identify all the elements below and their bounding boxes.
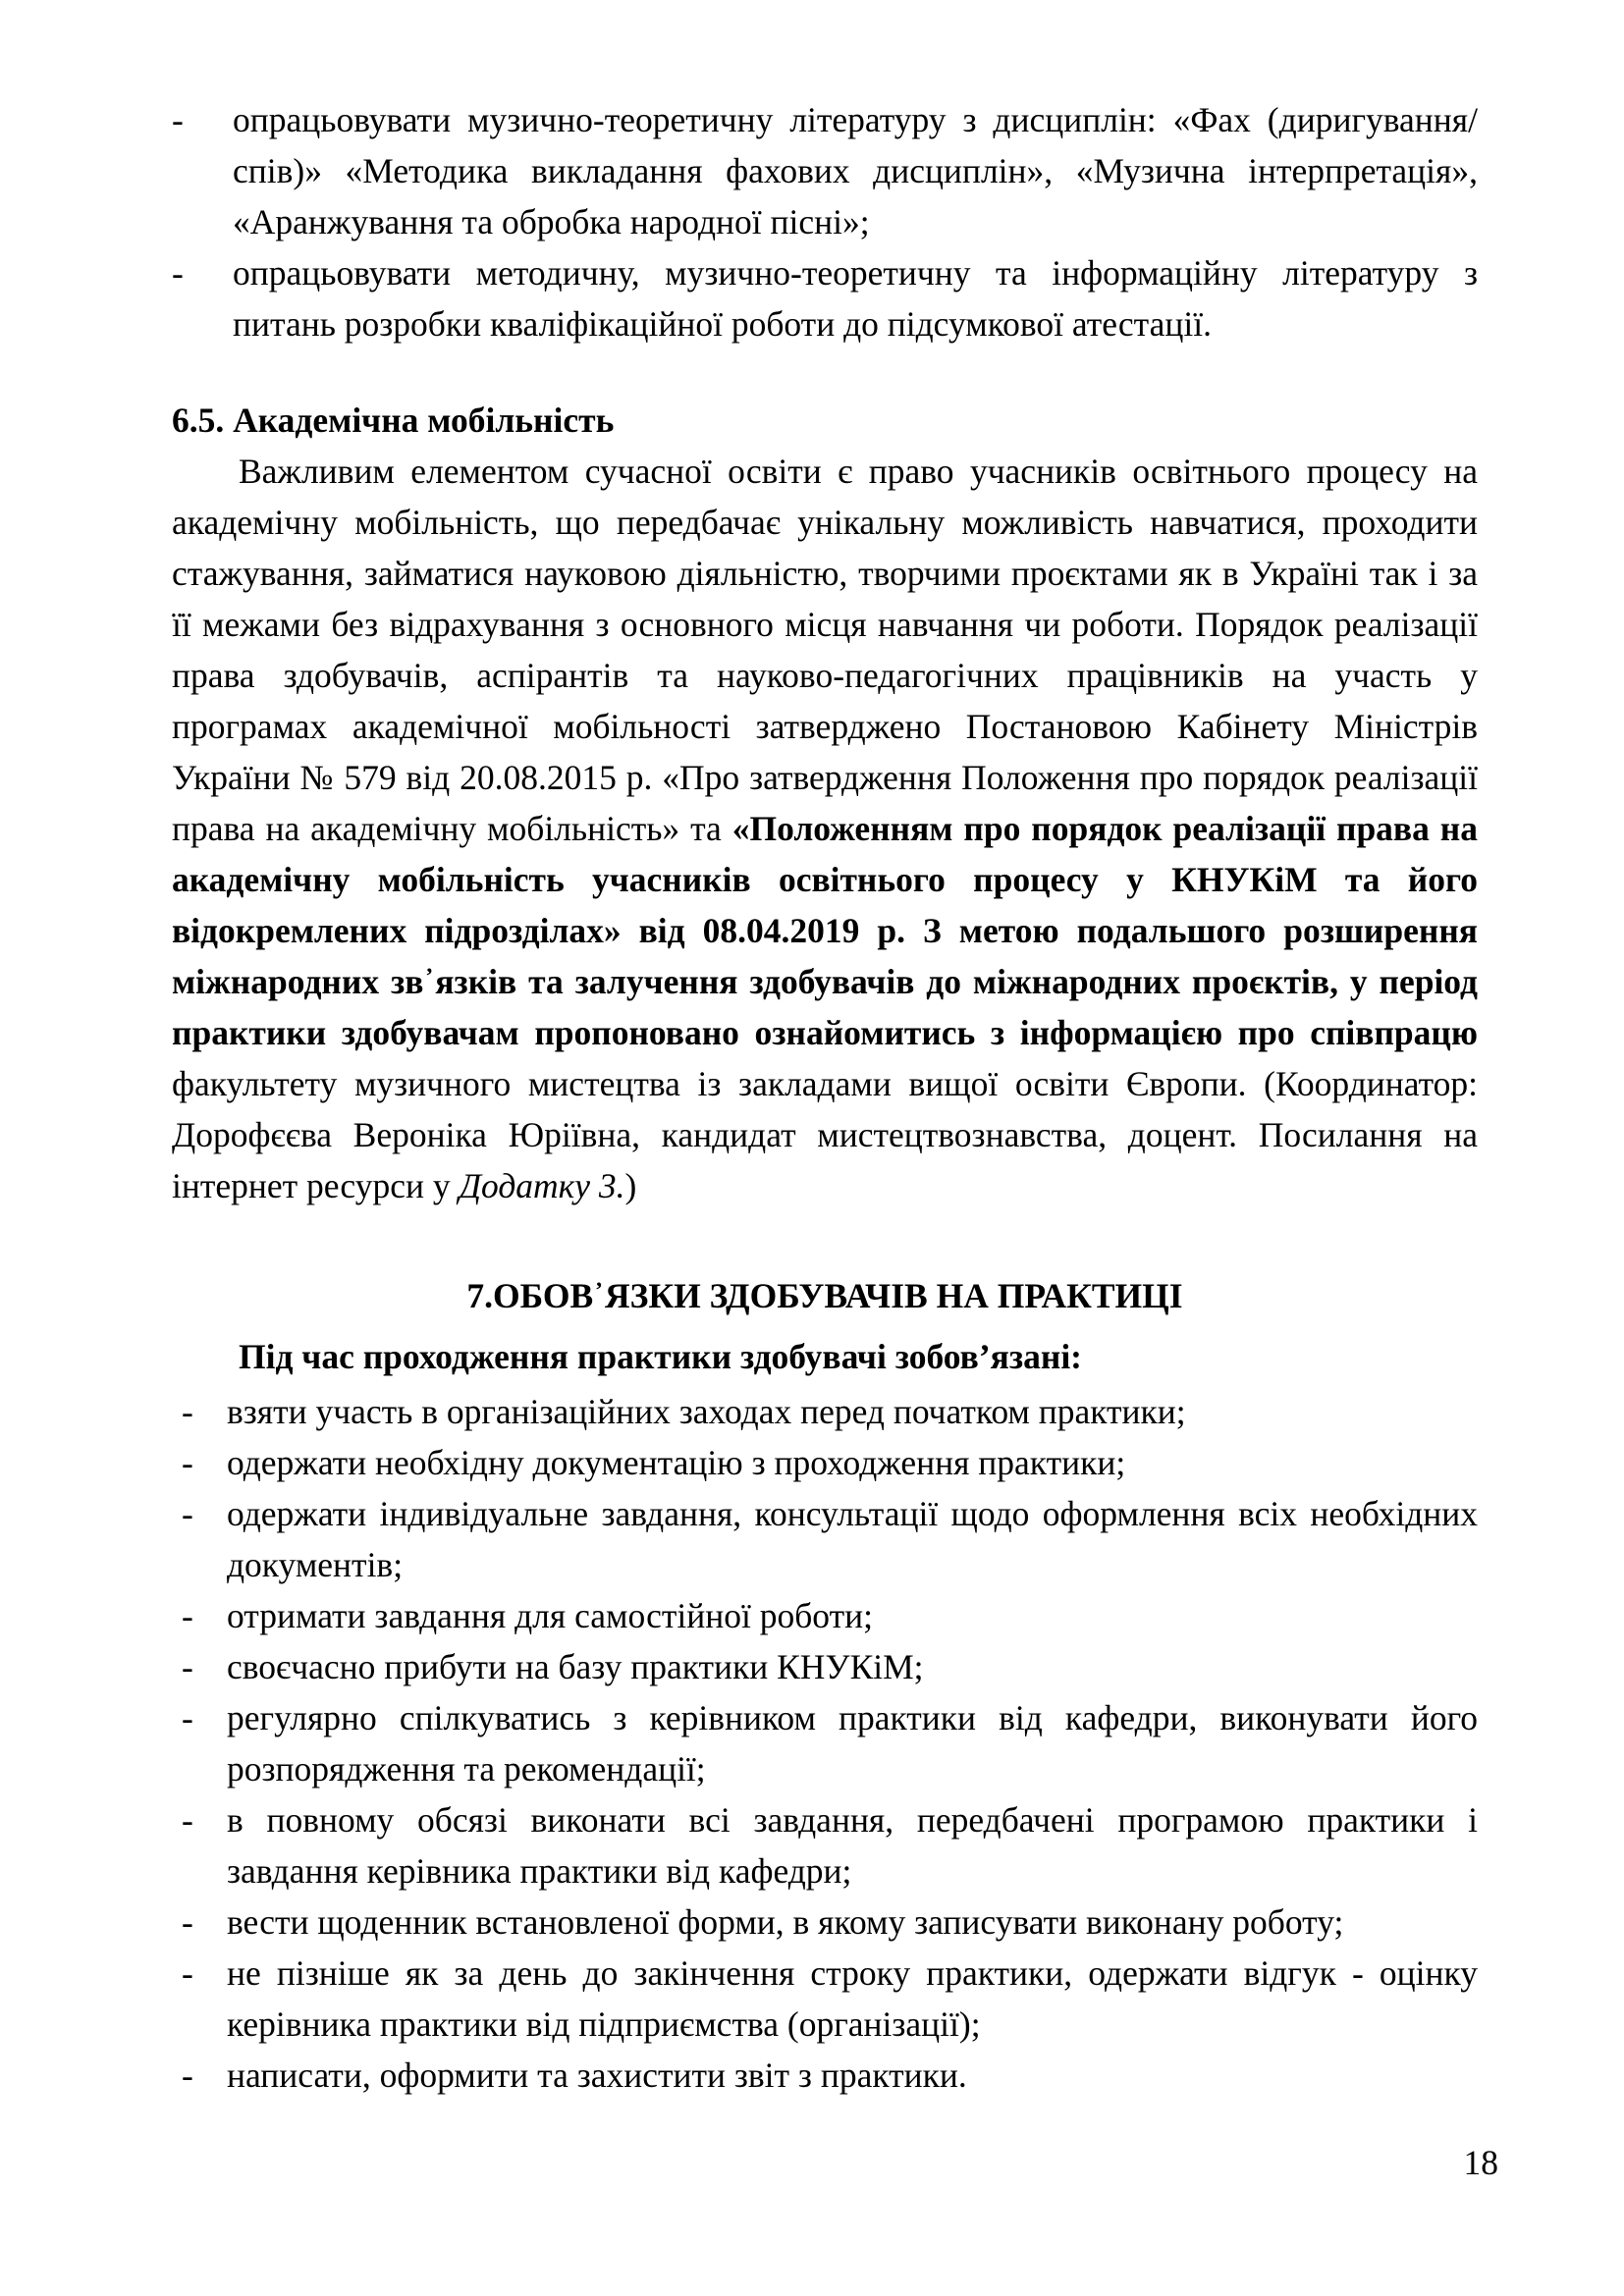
dash-bullet-icon: - (182, 2056, 193, 2095)
dash-bullet-icon: - (172, 253, 184, 293)
dash-bullet-icon: - (182, 1647, 193, 1686)
paragraph-bold-emphasis: «Положенням про порядок реалізації права на академічну мобільність учасників освітнього процесу у КНУКіМ та його відокремлених підрозділах» від 08.04.2019 р. З метою подальшого розширення міжнародних зв᾽язків та залучення здобувачів до міжнародних проєктів, у період практики здобувачам пропоновано ознайомитись з інформацією про співпрацю (172, 809, 1478, 1052)
section-title-7: 7.ОБОВ᾽ЯЗКИ ЗДОБУВАЧІВ НА ПРАКТИЦІ (466, 1276, 1183, 1315)
dash-bullet-icon: - (182, 1953, 193, 1993)
dash-bullet-icon: - (182, 1698, 193, 1737)
top-requirements-list (172, 94, 1478, 349)
academic-mobility-paragraph (172, 446, 1478, 1211)
dash-bullet-icon: - (172, 100, 184, 139)
dash-bullet-icon: - (182, 1443, 193, 1482)
list-item-text: регулярно спілкуватись з керівником практики від кафедри, виконувати його розпорядження та рекомендації; (227, 1698, 1478, 1789)
page-content (172, 94, 1478, 2101)
list-item (172, 1948, 1478, 2050)
list-item (172, 2050, 1478, 2101)
dash-bullet-icon: - (182, 1494, 193, 1533)
list-item (172, 247, 1478, 349)
subsection-heading-6-5: 6.5. Академічна мобільність (172, 400, 615, 440)
duties-list (172, 1386, 1478, 2101)
list-item (172, 1794, 1478, 1896)
dash-bullet-icon: - (182, 1596, 193, 1635)
paragraph-part-1: Важливим елементом сучасної освіти є право учасників освітнього процесу на академічну мобільність, що передбачає унікальну можливість навчатися, проходити стажування, займатися науковою діяльністю, творчими проєктами як в Україні так і за її межами без відрахування з основного місця навчання чи роботи. Порядок реалізації права здобувачів, аспірантів та науково-педагогічних працівників на участь у програмах академічної мобільності затверджено Постановою Кабінету Міністрів України № 579 від 20.08.2015 р. «Про затвердження Положення про порядок реалізації права на академічну мобільність» та (172, 452, 1478, 848)
list-item (172, 1641, 1478, 1692)
list-item (172, 1692, 1478, 1794)
list-item (172, 1896, 1478, 1948)
list-item (172, 1590, 1478, 1641)
list-item-text: в повному обсязі виконати всі завдання, передбачені програмою практики і завдання керівника практики від кафедри; (227, 1800, 1478, 1891)
paragraph-italic-reference: Додатку 3. (459, 1166, 625, 1205)
list-item-text: своєчасно прибути на базу практики КНУКіМ; (227, 1647, 924, 1686)
paragraph-part-2: факультету музичного мистецтва із закладами вищої освіти Європи. (Координатор: Дорофєєва Вероніка Юріївна, кандидат мистецтвознавства, доцент. Посилання на інтернет ресурси у (172, 1064, 1478, 1205)
list-item-text: одержати індивідуальне завдання, консультації щодо оформлення всіх необхідних документів; (227, 1494, 1478, 1584)
list-item-text: одержати необхідну документацію з проходження практики; (227, 1443, 1126, 1482)
list-item-text: опрацьовувати музично-теоретичну літературу з дисциплін: «Фах (диригування/спів)» «Методика викладання фахових дисциплін», «Музична інтерпретація», «Аранжування та обробка народної пісні»; (233, 100, 1478, 241)
list-item (172, 1488, 1478, 1590)
paragraph-part-3: ) (624, 1166, 637, 1205)
list-item (172, 1437, 1478, 1488)
list-item-text: отримати завдання для самостійної роботи; (227, 1596, 873, 1635)
list-item-text: написати, оформити та захистити звіт з практики. (227, 2056, 967, 2095)
list-item-text: вести щоденник встановленої форми, в якому записувати виконану роботу; (227, 1902, 1344, 1942)
list-item-text: взяти участь в організаційних заходах перед початком практики; (227, 1392, 1186, 1431)
dash-bullet-icon: - (182, 1800, 193, 1840)
list-item (172, 1386, 1478, 1437)
list-item-text: опрацьовувати методичну, музично-теоретичну та інформаційну літературу з питань розробки кваліфікаційної роботи до підсумкової атестації. (233, 253, 1478, 344)
dash-bullet-icon: - (182, 1902, 193, 1942)
list-item-text: не пізніше як за день до закінчення строку практики, одержати відгук - оцінку керівника практики від підприємства (організації); (227, 1953, 1478, 2044)
page-number: 18 (1463, 2142, 1498, 2182)
dash-bullet-icon: - (182, 1392, 193, 1431)
list-item (172, 94, 1478, 247)
duties-lead-text: Під час проходження практики здобувачі зобов’язані: (239, 1337, 1083, 1376)
